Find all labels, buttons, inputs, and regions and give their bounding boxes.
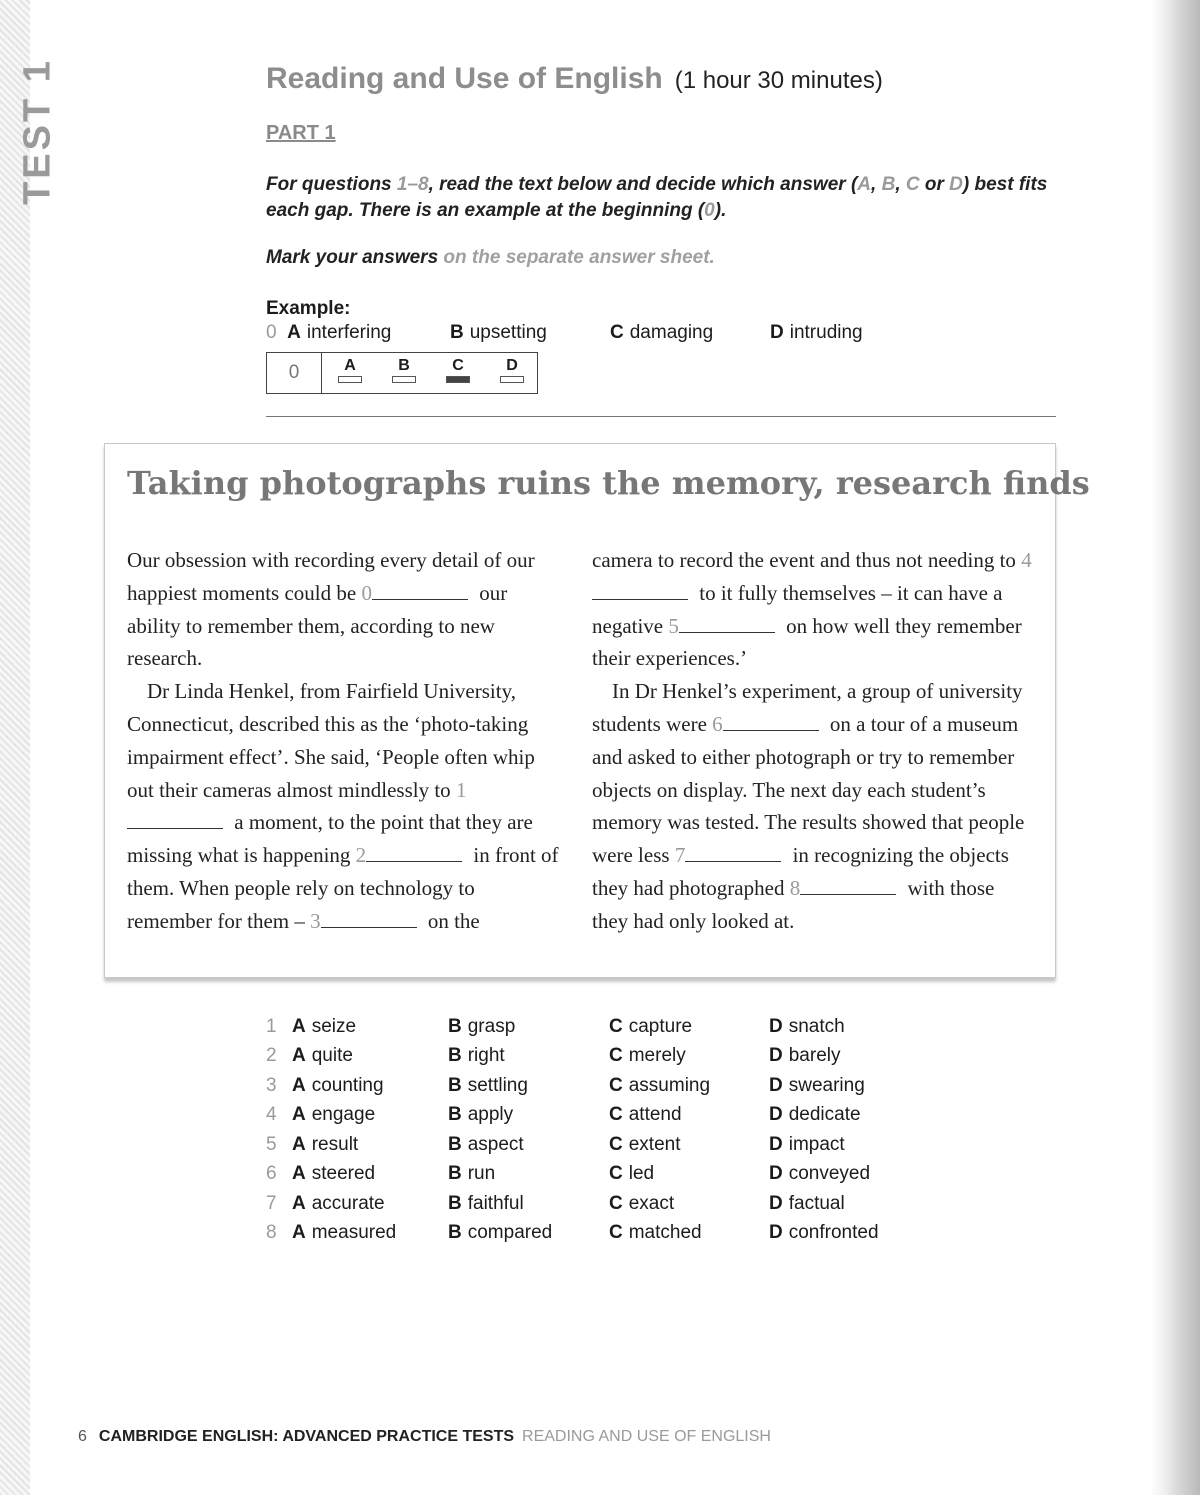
test-side-tab <box>0 0 62 215</box>
gap-4: 4 <box>1021 548 1032 572</box>
article-title: Taking photographs ruins the memory, research finds <box>127 464 1090 502</box>
gap-0: 0 <box>361 580 372 605</box>
part-label: PART 1 <box>266 122 336 144</box>
gap-2: 2 <box>355 843 367 868</box>
gap-8: 8 <box>789 875 801 900</box>
article-paragraph: Dr Linda Henkel, from Fairfield University, Connecticut, described this as the ‘photo-taking impairment effect’. She said, ‘People often whip out their cameras almost mindlessly to 1 a moment, to the point that they are missing what is happening 2 in front of them. When people rely on technology to remember for them – 3 on the <box>127 679 559 933</box>
mark-instruction: Mark your answers on the separate answer sheet. <box>266 247 715 268</box>
example-option-a: 0 A interfering <box>266 322 392 343</box>
section-title: READING AND USE OF ENGLISH <box>522 1428 771 1445</box>
instructions: For questions 1–8, read the text below and decide which answer (A, B, C or D) best fits each gap. There is an example at the beginning (0). <box>266 174 1048 221</box>
page-footer <box>78 1428 771 1446</box>
side-tab-label: TEST 1 <box>16 58 59 205</box>
example-option-d: D intruding <box>770 322 863 343</box>
title-main: Reading and Use of English <box>266 62 663 95</box>
page-number: 6 <box>78 1428 87 1445</box>
article-paragraph: Our obsession with recording every detail of our happiest moments could be 0 our ability to remember them, according to new research. <box>127 548 535 671</box>
gap-5: 5 <box>668 613 679 638</box>
title-duration: (1 hour 30 minutes) <box>674 67 883 94</box>
article-paragraph: camera to record the event and thus not needing to 4 to it fully themselves – it can have a negative 5 on how well they remember their experiences.’ <box>592 548 1032 671</box>
article-box <box>104 443 1090 978</box>
page-title <box>266 62 883 96</box>
answer-box-number: 0 <box>267 353 322 393</box>
book-spine-shadow <box>1150 0 1200 1495</box>
gap-3: 3 <box>310 908 321 933</box>
gap-6: 6 <box>712 711 723 736</box>
gap-7: 7 <box>674 843 686 868</box>
example-answer-box <box>266 352 538 394</box>
gap-1: 1 <box>455 777 467 802</box>
answer-cell-a: A <box>335 357 365 383</box>
article-column-right <box>592 544 1032 938</box>
answer-cell-d: D <box>497 357 527 383</box>
example-option-c: C damaging <box>610 322 714 343</box>
article-paragraph: In Dr Henkel’s experiment, a group of university students were 6 on a tour of a museum and asked to either photograph or try to remember objects on display. The next day each student’s memory was tested. The results showed that people were less 7 in recognizing the objects they had photographed 8 with those they had only looked at. <box>592 679 1025 933</box>
example-label: Example: <box>266 298 351 319</box>
answer-cell-b: B <box>389 357 419 383</box>
article-column-left <box>127 544 559 938</box>
divider <box>266 416 1056 417</box>
answer-cell-c: C <box>443 357 473 383</box>
example-option-b: B upsetting <box>450 322 547 343</box>
book-title: CAMBRIDGE ENGLISH: ADVANCED PRACTICE TESTS <box>98 1428 515 1445</box>
